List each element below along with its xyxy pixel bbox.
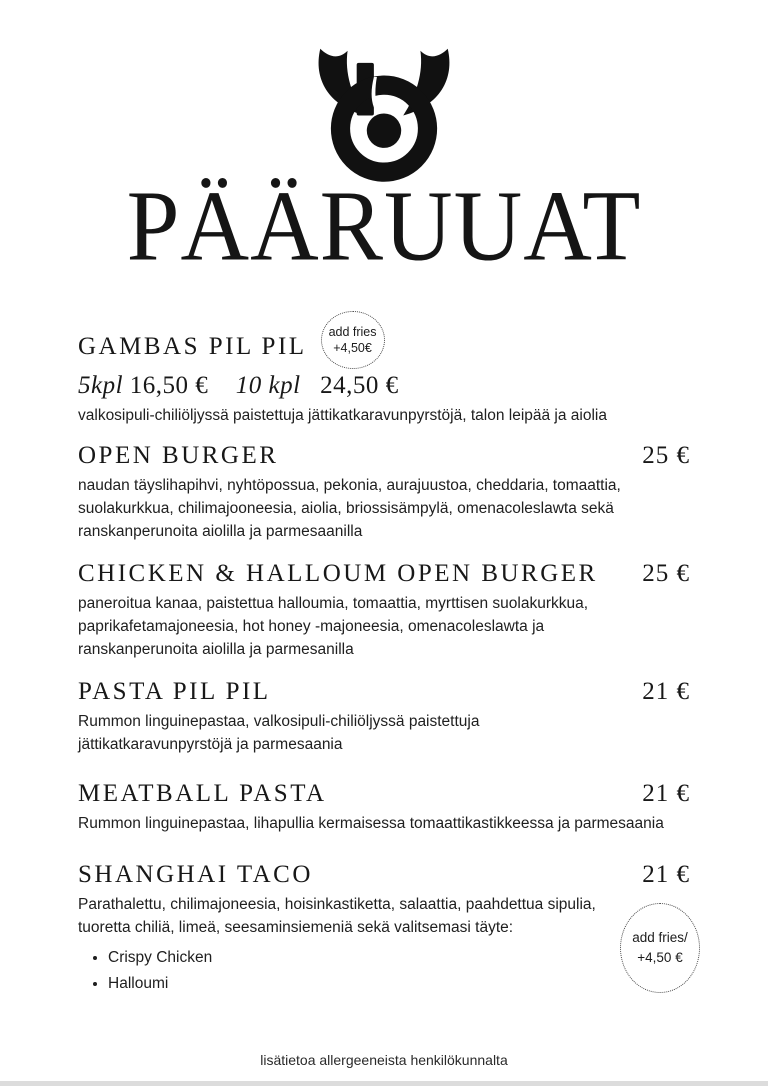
bull-horned-b-logo-icon — [298, 46, 470, 184]
item-description: Rummon linguinepastaa, lihapullia kermaisessa tomaattikastikkeessa ja parmesaania — [78, 815, 664, 832]
item-name: GAMBAS PIL PIL — [78, 333, 307, 360]
page-bottom-edge — [0, 1081, 768, 1086]
page-title: PÄÄRUUAT — [126, 169, 642, 282]
item-name: PASTA PIL PIL — [78, 678, 271, 705]
menu-item-open-burger — [78, 442, 690, 543]
item-name: SHANGHAI TACO — [78, 861, 313, 888]
item-description: Parathalettu, chilimajoneesia, hoisinkastiketta, salaattia, paahdettua sipulia, tuoretta chiliä, limeä, seesaminsiemeniä sekä valitsemasi täyte: — [78, 896, 596, 936]
allergen-note: lisätietoa allergeeneista henkilökunnalta — [260, 1052, 508, 1068]
portion-qty: 5kpl — [78, 372, 124, 399]
portion-price: 16,50 € — [129, 372, 209, 399]
topping-option: • Crispy Chicken — [108, 945, 690, 971]
menu-item-shanghai-taco — [78, 861, 690, 997]
item-description: naudan täyslihapihvi, nyhtöpossua, pekonia, aurajuustoa, cheddaria, tomaattia, suolakurkkua, chilimajooneesia, aiolia, briossisämpylä, omenacoleslawta sekä ranskanperunoita aiolilla ja parmesaanilla — [78, 477, 621, 540]
item-price: 21 € — [642, 678, 690, 705]
menu-item-chicken-halloum-open-burger — [78, 560, 690, 661]
item-name: MEATBALL PASTA — [78, 780, 327, 807]
item-price: 21 € — [642, 861, 690, 888]
badge-text: add fries/ — [632, 930, 688, 945]
item-price: 25 € — [642, 560, 690, 587]
topping-option: • Halloumi — [108, 971, 690, 997]
menu-item-pasta-pil-pil — [78, 678, 690, 756]
item-description: paneroitua kanaa, paistettua halloumia, tomaattia, myrttisen suolakurkkua, paprikafetamajoneesia, hot honey -majoneesia, omenacoleslawta ja ranskanperunoita aiolilla ja parmesanilla — [78, 595, 589, 658]
item-name: CHICKEN & HALLOUM OPEN BURGER — [78, 560, 598, 587]
portion-price: 24,50 € — [320, 372, 399, 399]
portion-prices — [78, 372, 690, 400]
item-price: 21 € — [642, 780, 690, 807]
menu-item-meatball-pasta — [78, 780, 690, 835]
portion-qty: 10 kpl — [235, 372, 301, 399]
add-fries-badge — [620, 903, 700, 993]
menu-list — [78, 325, 690, 1014]
add-fries-badge — [321, 311, 385, 369]
item-description: valkosipuli-chiliöljyssä paistettuja jättikatkaravunpyrstöjä, talon leipää ja aiolia — [78, 407, 607, 424]
item-price: 25 € — [642, 442, 690, 469]
badge-price: +4,50€ — [333, 341, 372, 355]
item-name: OPEN BURGER — [78, 442, 279, 469]
menu-item-gambas-pil-pil — [78, 325, 690, 427]
item-description: Rummon linguinepastaa, valkosipuli-chiliöljyssä paistettuja jättikatkaravunpyrstöjä ja parmesaania — [78, 713, 480, 753]
topping-options — [108, 945, 690, 997]
badge-text: add fries — [328, 325, 377, 339]
badge-price: +4,50 € — [637, 950, 683, 965]
